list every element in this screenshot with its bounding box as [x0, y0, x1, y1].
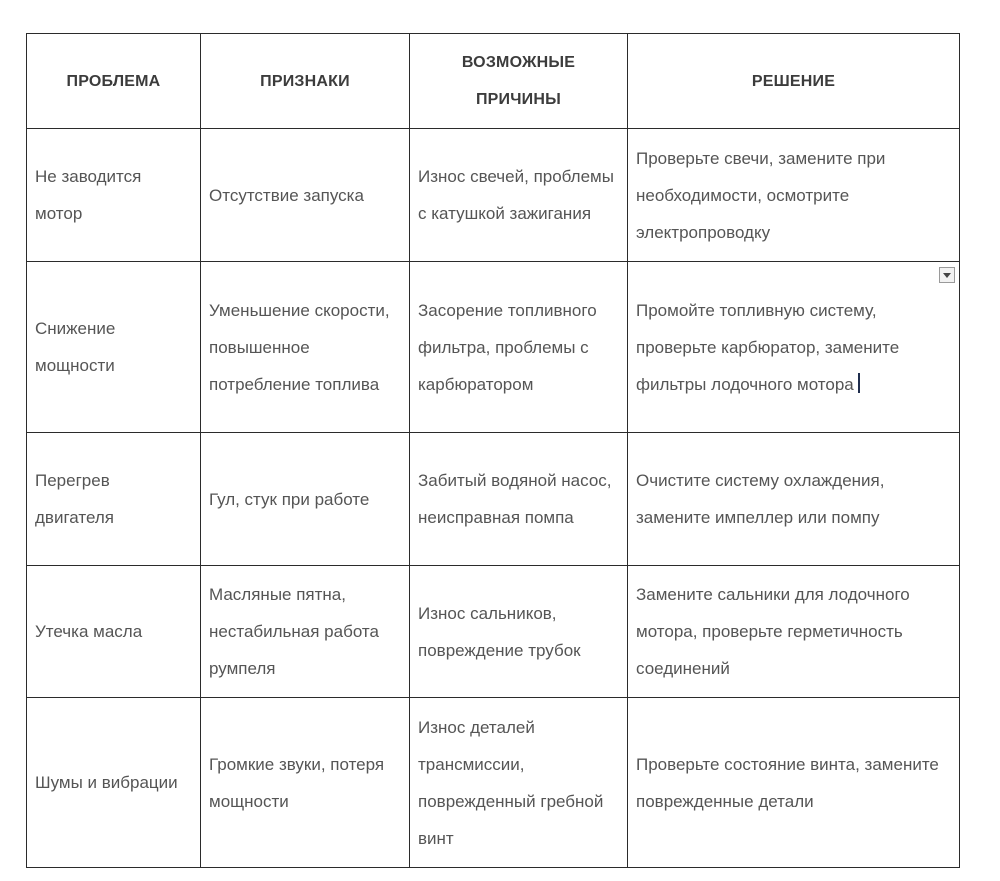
- cell-solution-active[interactable]: [628, 262, 960, 433]
- table-row: [27, 433, 960, 566]
- table-row: [27, 698, 960, 868]
- cell-problem[interactable]: [27, 129, 201, 262]
- table-row: [27, 129, 960, 262]
- cell-causes[interactable]: [410, 129, 628, 262]
- cell-symptoms[interactable]: [201, 262, 410, 433]
- chevron-down-icon[interactable]: [939, 267, 955, 283]
- cell-causes[interactable]: [410, 566, 628, 698]
- cell-text: Масляные пятна, нестабильная работа румпеля: [209, 585, 379, 678]
- cell-causes[interactable]: [410, 433, 628, 566]
- cell-text: Проверьте состояние винта, замените поврежденные детали: [636, 754, 939, 811]
- header-symptoms: ПРИЗНАКИ: [201, 34, 410, 129]
- cell-symptoms[interactable]: [201, 566, 410, 698]
- header-problem: ПРОБЛЕМА: [27, 34, 201, 129]
- header-solution: РЕШЕНИЕ: [628, 34, 960, 129]
- cell-text: Гул, стук при работе: [209, 489, 370, 509]
- cell-symptoms[interactable]: [201, 433, 410, 566]
- text-cursor: [858, 373, 860, 393]
- cell-causes[interactable]: [410, 262, 628, 433]
- cell-text: Износ свечей, проблемы с катушкой зажигания: [418, 167, 614, 223]
- troubleshooting-table: [26, 33, 960, 868]
- cell-solution[interactable]: [628, 129, 960, 262]
- table-row: [27, 262, 960, 433]
- cell-solution[interactable]: [628, 566, 960, 698]
- cell-text: Перегрев двигателя: [35, 471, 114, 527]
- cell-text: Промойте топливную систему, проверьте карбюратор, замените фильтры лодочного мотора: [636, 300, 900, 394]
- cell-symptoms[interactable]: [201, 129, 410, 262]
- cell-text: Не заводится мотор: [35, 167, 142, 223]
- cell-text: Снижение мощности: [35, 319, 116, 375]
- cell-problem[interactable]: [27, 566, 201, 698]
- header-causes: ВОЗМОЖНЫЕ ПРИЧИНЫ: [410, 34, 628, 129]
- cell-text: Уменьшение скорости, повышенное потребление топлива: [209, 300, 390, 394]
- cell-text: Износ деталей трансмиссии, поврежденный гребной винт: [418, 717, 604, 848]
- cell-problem[interactable]: [27, 433, 201, 566]
- table-header-row: [27, 34, 960, 129]
- cell-text: Засорение топливного фильтра, проблемы с карбюратором: [418, 300, 597, 394]
- cell-text: Очистите систему охлаждения, замените импеллер или помпу: [636, 471, 885, 527]
- table-row: [27, 566, 960, 698]
- cell-text: Забитый водяной насос, неисправная помпа: [418, 471, 612, 527]
- cell-problem[interactable]: [27, 262, 201, 433]
- cell-text: Проверьте свечи, замените при необходимости, осмотрите электропроводку: [636, 148, 886, 242]
- cell-text: Утечка масла: [35, 622, 143, 641]
- cell-text: Отсутствие запуска: [209, 185, 364, 205]
- cell-text: Шумы и вибрации: [35, 773, 178, 792]
- cell-solution[interactable]: [628, 433, 960, 566]
- cell-text: Громкие звуки, потеря мощности: [209, 754, 385, 811]
- cell-text: Замените сальники для лодочного мотора, проверьте герметичность соединений: [636, 585, 910, 678]
- cell-text: Износ сальников, повреждение трубок: [418, 603, 581, 660]
- cell-symptoms[interactable]: [201, 698, 410, 868]
- cell-causes[interactable]: [410, 698, 628, 868]
- cell-solution[interactable]: [628, 698, 960, 868]
- cell-problem[interactable]: [27, 698, 201, 868]
